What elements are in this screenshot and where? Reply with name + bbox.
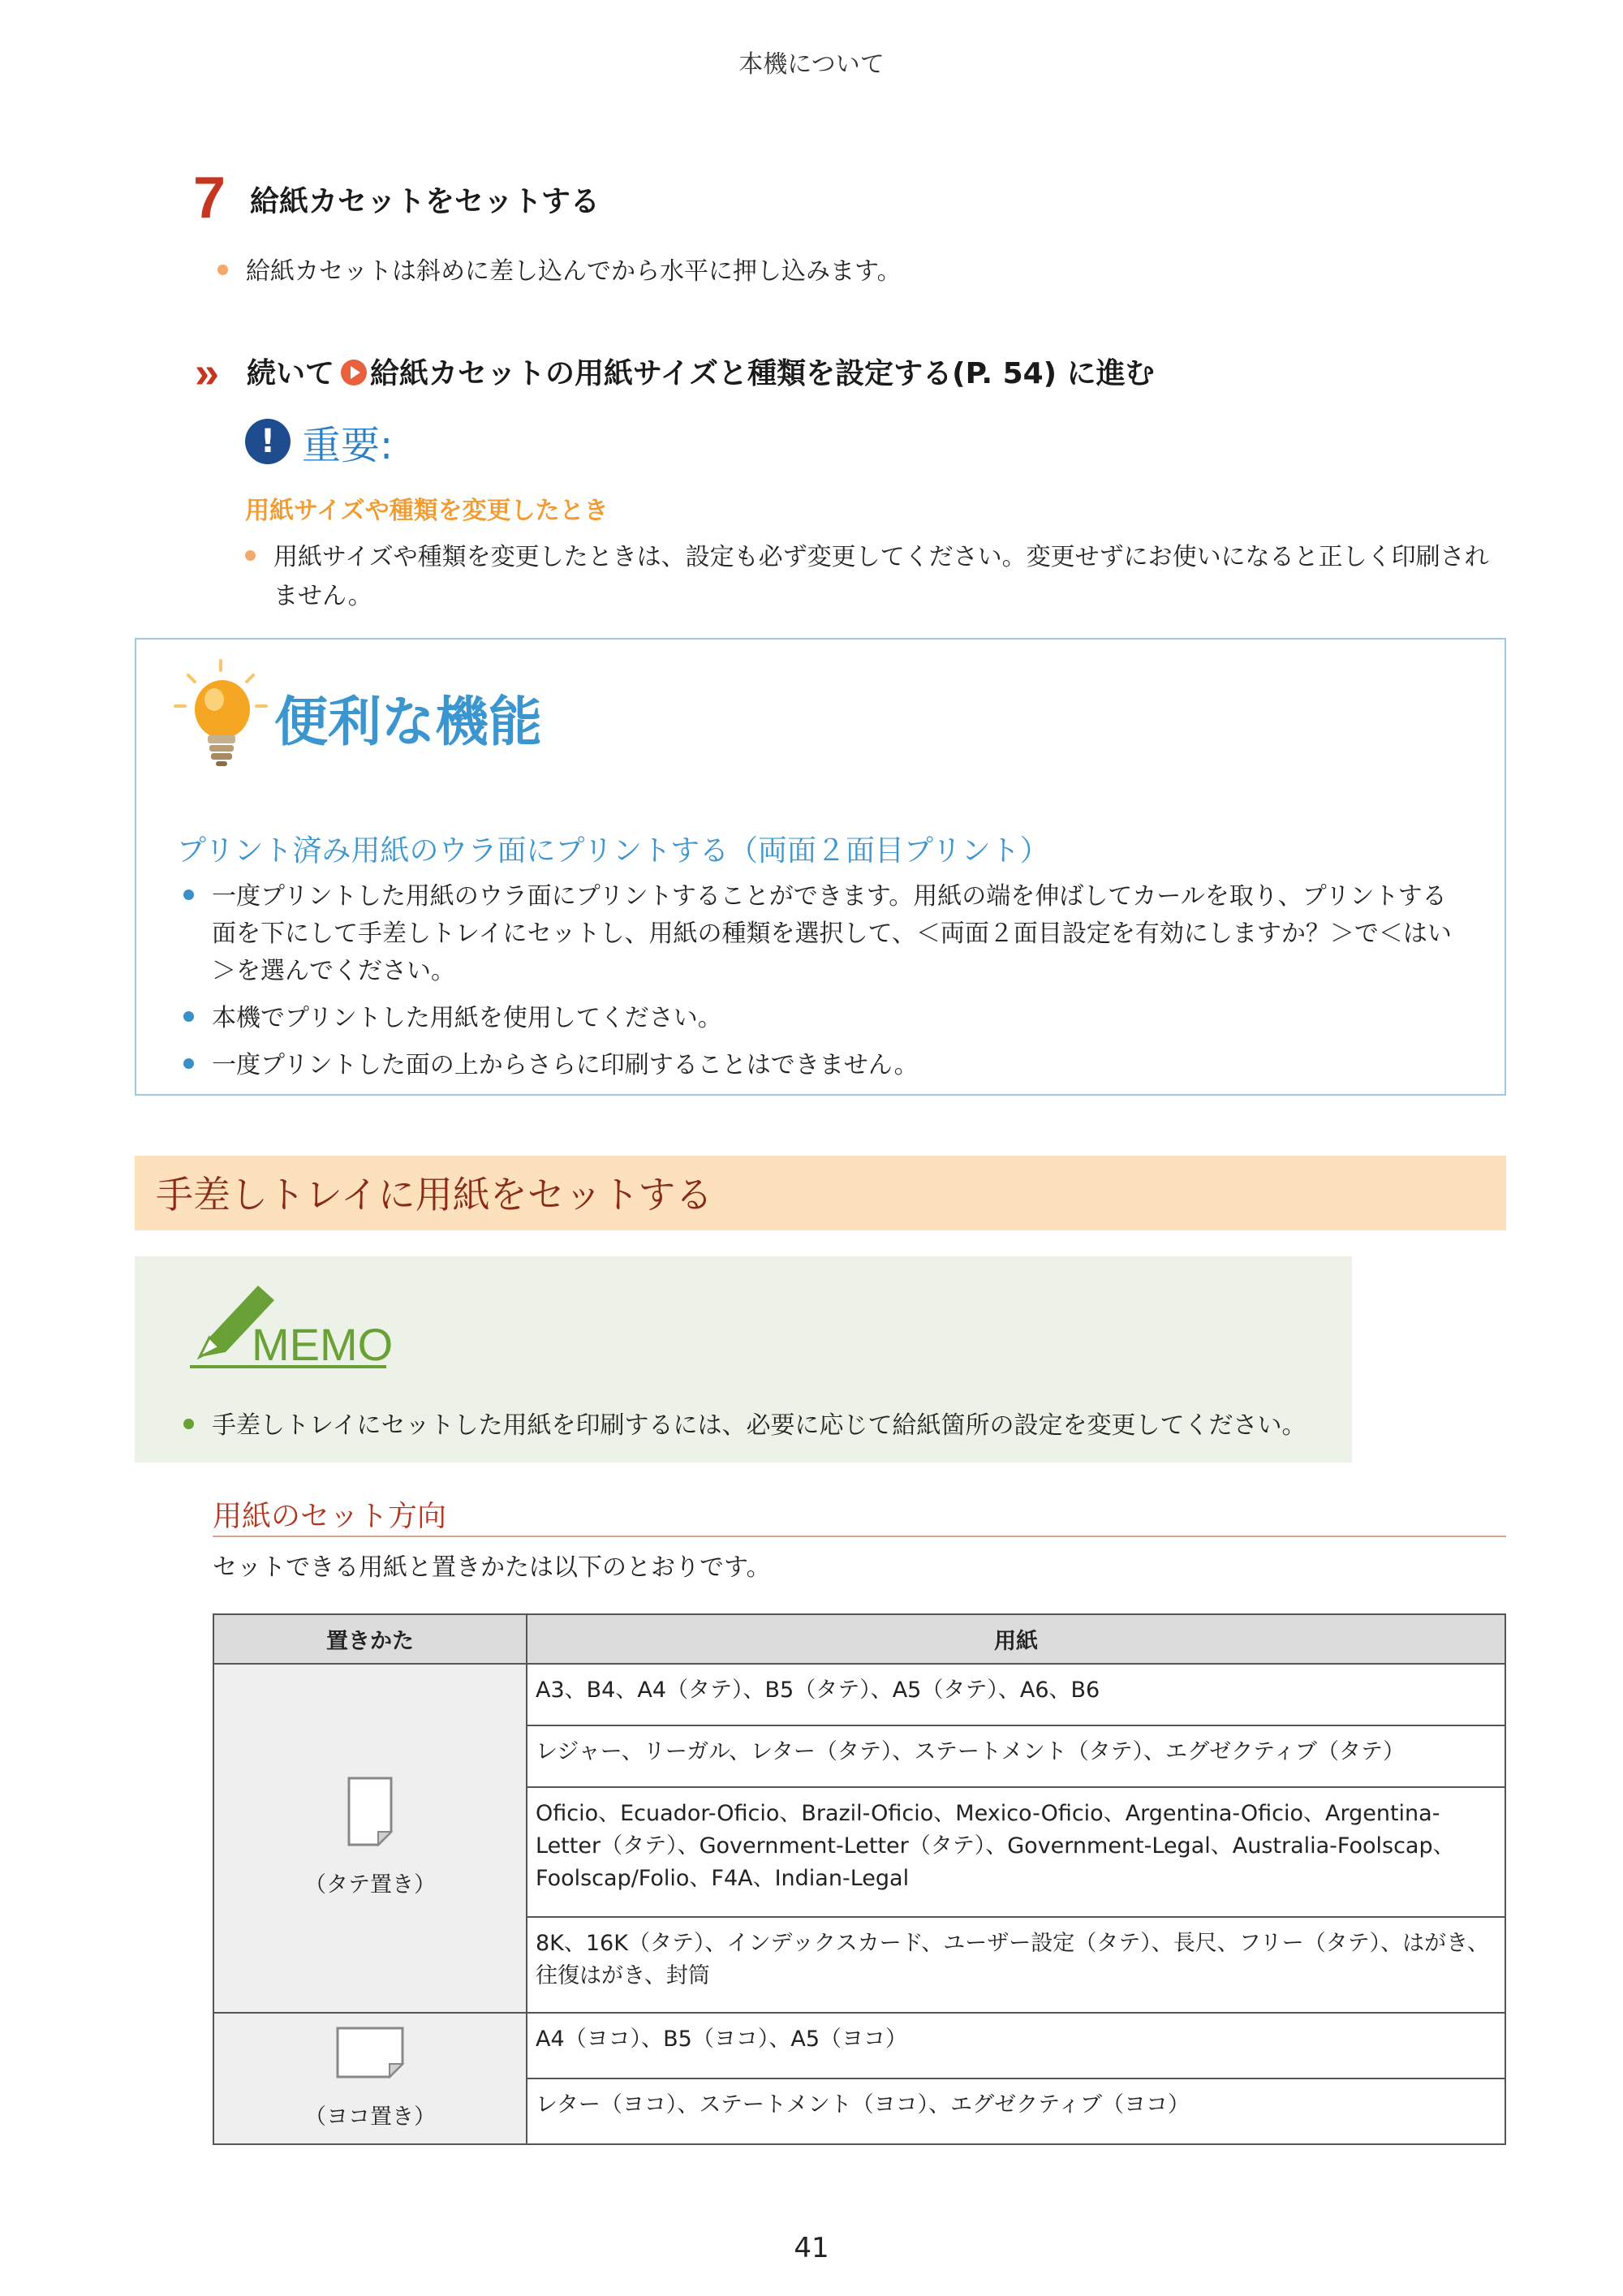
bullet-dot-icon	[183, 890, 194, 900]
col-orientation-header: 置きかた	[213, 1614, 527, 1664]
landscape-label: （ヨコ置き）	[304, 2104, 436, 2130]
important-icon: !	[245, 419, 291, 464]
orientation-intro: セットできる用紙と置きかたは以下のとおりです。	[213, 1553, 771, 1582]
tip-bullet-1-cont: ＞を選んでください。	[212, 957, 455, 985]
page-number: 41	[794, 2232, 829, 2264]
orientation-heading: 用紙のセット方向	[213, 1500, 447, 1533]
portrait-cell	[213, 1664, 527, 2013]
important-bullet-line: 用紙サイズや種類を変更したときは、設定も必ず変更してください。変更せずにお使いになると正しく印刷され	[273, 543, 1489, 571]
tip-bullet-2	[183, 1000, 722, 1037]
heading-rule	[213, 1536, 1506, 1537]
paper-orientation-table	[213, 1613, 1506, 2145]
paper-cell: A4（ヨコ）、B5（ヨコ）、A5（ヨコ）	[527, 2013, 1505, 2078]
step-bullet-text: 給紙カセットは斜めに差し込んでから水平に押し込みます。	[246, 257, 902, 286]
bullet-dot-icon	[217, 265, 228, 275]
tip-bullet-3	[183, 1047, 919, 1084]
running-head: 本機について	[738, 50, 885, 79]
landscape-paper-icon	[333, 2023, 407, 2080]
memo-label: MEMO	[252, 1319, 393, 1370]
bullet-dot-icon	[183, 1058, 194, 1069]
portrait-label: （タテ置き）	[304, 1872, 436, 1898]
pencil-memo-icon	[174, 1279, 393, 1376]
bullet-dot-icon	[183, 1419, 194, 1429]
memo-bullet-text: 手差しトレイにセットした用紙を印刷するには、必要に応じて給紙箇所の設定を変更してください。	[212, 1411, 1307, 1440]
col-paper-header: 用紙	[527, 1614, 1505, 1664]
paper-cell: レター（ヨコ）、ステートメント（ヨコ）、エグゼクティブ（ヨコ）	[527, 2078, 1505, 2144]
tip-bullet-1	[183, 878, 1447, 915]
section-title: 手差しトレイに用紙をセットする	[156, 1173, 713, 1217]
memo-bullet	[183, 1407, 1307, 1445]
bullet-dot-icon	[245, 550, 256, 561]
bullet-dot-icon	[183, 1011, 194, 1022]
table-row	[213, 2013, 1505, 2078]
tip-title: 便利な機能	[274, 691, 542, 753]
portrait-paper-icon	[341, 1775, 399, 1848]
landscape-cell	[213, 2013, 527, 2144]
next-step-link[interactable]: 給紙カセットの用紙サイズと種類を設定する(P. 54)	[370, 357, 1057, 390]
link-arrow-icon	[341, 360, 367, 386]
next-arrow-icon: »	[195, 348, 220, 397]
important-subtitle: 用紙サイズや種類を変更したとき	[245, 497, 609, 525]
paper-cell: A3、B4、A4（タテ）、B5（タテ）、A5（タテ）、A6、B6	[527, 1664, 1505, 1725]
tip-bullet-1-cont: 面を下にして手差しトレイにセットし、用紙の種類を選択して、＜両面２面目設定を有効にしますか？＞で＜はい	[212, 920, 1452, 948]
step-number: 7	[193, 166, 226, 230]
tip-bullet-2-text: 本機でプリントした用紙を使用してください。	[212, 1004, 722, 1032]
step-bullet	[217, 253, 902, 291]
tip-bullet-3-text: 一度プリントした面の上からさらに印刷することはできません。	[212, 1051, 919, 1079]
important-title: 重要:	[302, 423, 394, 468]
important-bullet	[245, 539, 1489, 576]
lightbulb-icon	[172, 659, 269, 773]
tip-subtitle: プリント済み用紙のウラ面にプリントする（両面２面目プリント）	[177, 834, 1049, 868]
paper-cell: Oficio、Ecuador-Oficio、Brazil-Oficio、Mexico-Oficio、Argentina-Oficio、Argentina-Letter（タテ）、Government-Letter（タテ）、Government-Legal、Australia-Foolscap、Foolscap/Folio、F4A、Indian-Legal	[527, 1787, 1505, 1917]
next-step-line	[247, 351, 1155, 392]
table-row	[213, 1664, 1505, 1725]
paper-cell: レジャー、リーガル、レター（タテ）、ステートメント（タテ）、エグゼクティブ（タテ）	[527, 1725, 1505, 1787]
next-prefix: 続いて	[247, 357, 335, 390]
step-title: 給紙カセットをセットする	[250, 185, 600, 218]
paper-cell: 8K、16K（タテ）、インデックスカード、ユーザー設定（タテ）、長尺、フリー（タテ）、はがき、往復はがき、封筒	[527, 1917, 1505, 2013]
table-header-row	[213, 1614, 1505, 1664]
tip-bullet-1-line: 一度プリントした用紙のウラ面にプリントすることができます。用紙の端を伸ばしてカールを取り、プリントする	[212, 882, 1447, 911]
next-suffix: に進む	[1066, 357, 1155, 390]
important-bullet-cont: ません。	[273, 582, 372, 610]
